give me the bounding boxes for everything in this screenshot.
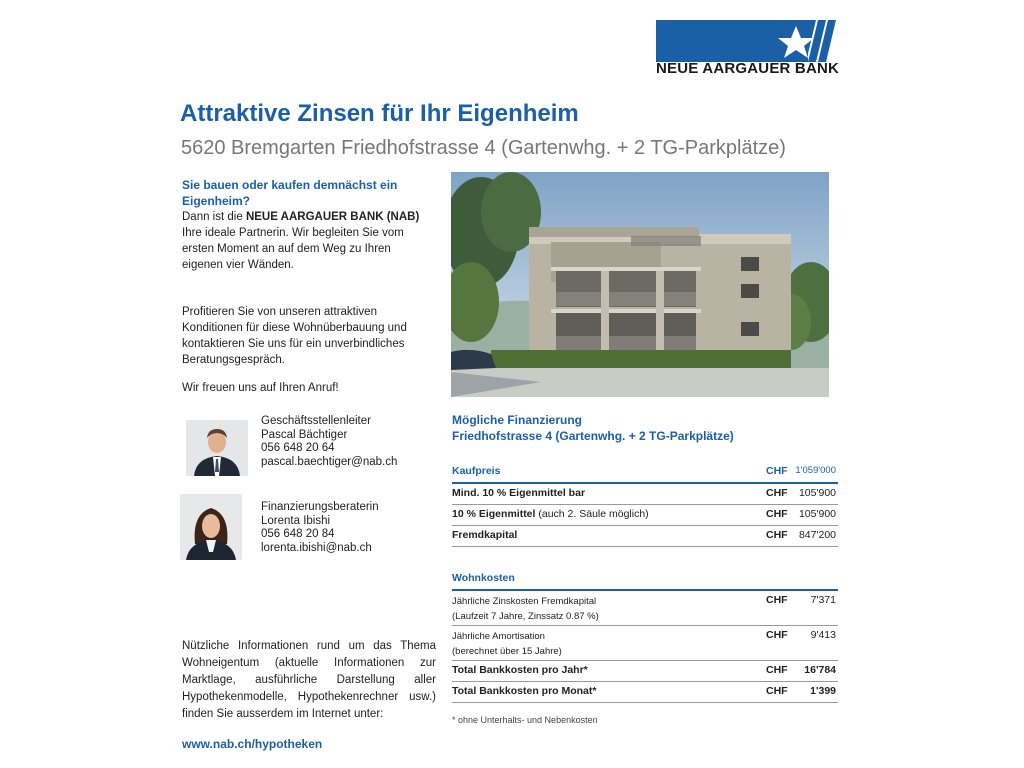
row-sublabel: (berechnet über 15 Jahre)	[452, 646, 562, 657]
page-subtitle: 5620 Bremgarten Friedhofstrasse 4 (Gartenwhg. + 2 TG-Parkplätze)	[181, 137, 786, 159]
table-header-label: Kaufpreis	[452, 465, 501, 477]
contact-role: Finanzierungsberaterin	[261, 501, 379, 513]
contact-photo-pascal	[186, 420, 248, 476]
row-sublabel: (Laufzeit 7 Jahre, Zinssatz 0.87 %)	[452, 611, 599, 622]
offer-paragraph: Profitieren Sie von unseren attraktiven Konditionen für diese Wohnüberbauung und kontaktieren Sie uns für ein unverbindliches Beratungsgespräch.	[182, 306, 407, 366]
currency-label: CHF	[766, 594, 788, 606]
nab-logo-icon	[656, 20, 836, 62]
purchase-price-table	[452, 462, 838, 547]
row-label: Jährliche Amortisation	[452, 631, 545, 642]
financing-heading	[452, 412, 734, 444]
contact-name: Pascal Bächtiger	[261, 428, 348, 441]
row-value: 9'413	[810, 629, 836, 641]
table-row-total	[452, 661, 838, 682]
row-label-wrap	[452, 594, 599, 624]
row-value: 105'900	[798, 487, 836, 499]
currency-label: CHF	[766, 529, 788, 541]
table-header-row	[452, 462, 838, 484]
row-value: 1'399	[810, 685, 836, 697]
intro-bank-name: NEUE AARGAUER BANK (NAB)	[245, 211, 420, 223]
row-value: 16'784	[804, 664, 836, 676]
intro-rest: Ihre ideale Partnerin. Wir begleiten Sie vom ersten Moment an auf dem Weg zu Ihren eigenen vier Wänden.	[182, 227, 404, 271]
table-row	[452, 484, 838, 505]
currency-label: CHF	[766, 508, 788, 520]
contact-card-pascal	[261, 415, 397, 469]
currency-label: CHF	[766, 465, 788, 477]
row-value: 847'200	[798, 529, 836, 541]
currency-label: CHF	[766, 664, 788, 676]
table-row	[452, 505, 838, 526]
footnote: * ohne Unterhalts- und Nebenkosten	[452, 715, 598, 725]
row-note: (auch 2. Säule möglich)	[538, 508, 649, 520]
row-label: Total Bankkosten pro Monat*	[452, 685, 597, 697]
currency-label: CHF	[766, 685, 788, 697]
intro-lead: Dann ist die	[182, 211, 243, 223]
row-label: Total Bankkosten pro Jahr*	[452, 664, 588, 676]
row-value: 7'371	[810, 594, 836, 606]
purchase-price-value: 1'059'000	[795, 465, 836, 476]
page-title: Attraktive Zinsen für Ihr Eigenheim	[180, 100, 579, 127]
table-header-label: Wohnkosten	[452, 572, 515, 584]
row-label-wrap	[452, 508, 649, 520]
contact-email[interactable]: pascal.baechtiger@nab.ch	[261, 455, 398, 468]
contact-photo-lorenta	[180, 494, 242, 560]
building-rendering-image	[451, 172, 829, 397]
contact-email[interactable]: lorenta.ibishi@nab.ch	[261, 541, 372, 554]
currency-label: CHF	[766, 487, 788, 499]
table-row	[452, 526, 838, 547]
hypotheken-link[interactable]: www.nab.ch/hypotheken	[182, 737, 323, 751]
row-label: 10 % Eigenmittel	[452, 508, 536, 520]
table-row	[452, 591, 838, 626]
financing-title: Mögliche Finanzierung	[452, 413, 583, 427]
info-paragraph: Nützliche Informationen rund um das Thema Wohneigentum (aktuelle Informationen zur Marktlage, ausführliche Darstellung aller Hypothekenmodelle, Hypothekenrechner usw.) finden Sie ausserdem im Internet unter:	[182, 640, 436, 720]
contact-role: Geschäftsstellenleiter	[261, 415, 371, 427]
table-row	[452, 626, 838, 661]
currency-label: CHF	[766, 629, 788, 641]
row-label-wrap	[452, 629, 562, 659]
contact-card-lorenta	[261, 501, 379, 555]
contact-phone[interactable]: 056 648 20 84	[261, 528, 335, 540]
row-label: Jährliche Zinskosten Fremdkapital	[452, 596, 597, 607]
call-to-action-text: Wir freuen uns auf Ihren Anruf!	[182, 382, 339, 394]
contact-phone[interactable]: 056 648 20 64	[261, 442, 335, 454]
row-value: 105'900	[798, 508, 836, 520]
intro-text	[182, 209, 432, 273]
row-label: Mind. 10 % Eigenmittel bar	[452, 487, 586, 499]
row-label: Fremdkapital	[452, 529, 518, 541]
housing-costs-table	[452, 569, 838, 703]
table-row-total	[452, 682, 838, 703]
financing-subtitle: Friedhofstrasse 4 (Gartenwhg. + 2 TG-Parkplätze)	[452, 429, 734, 443]
contact-name: Lorenta Ibishi	[261, 514, 331, 527]
intro-question: Sie bauen oder kaufen demnächst ein Eigenheim?	[182, 178, 398, 208]
table-header-row	[452, 569, 838, 591]
bank-name-text: NEUE AARGAUER BANK	[656, 60, 840, 77]
